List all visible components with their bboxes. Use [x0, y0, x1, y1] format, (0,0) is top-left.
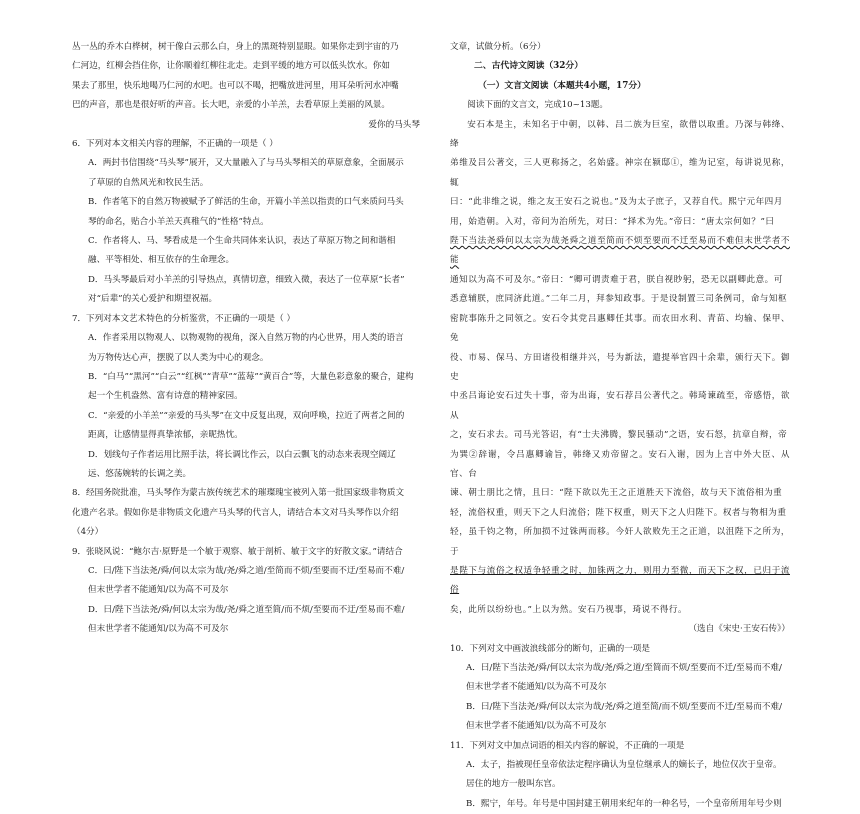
question-11-option-b: B．熙宁，年号。年号是中国封建王朝用来纪年的一种名号，一个皇帝所用年号少则	[466, 798, 782, 809]
question-8-line: 化遗产名录。假如你是非物质文化遗产马头琴的代言人，请结合本文对马头琴作以介绍	[72, 507, 399, 518]
question-10-option-a-cont: 但末世学者不能通知/以为高不可及尔	[466, 682, 607, 693]
classical-text-line: 曰：“此非维之说，维之友王安石之说也。”及为太子庶子，又荐自代。熙宁元年四月	[450, 197, 783, 208]
passage-line: 丛一丛的乔木白桦树，树干像白云那么白，身上的黑斑特别显眼。如果你走到宇宙的乃	[72, 42, 399, 52]
question-6-option-a-cont: 了草原的自然风光和牧民生活。	[88, 177, 209, 188]
question-9-option-c-cont: 但末世学者不能通知/以为高不可及尔	[88, 585, 229, 596]
question-7-option-b: B．“白马”“黑河”“白云”“红枫”“青草”“蓝莓”“黄百合”等，大量色彩意象的聚合，建构	[88, 371, 414, 382]
passage-line: 果去了那里，快乐地喝乃仁河的水吧。也可以不喝，把嘴放进河里，用耳朵听河水冲嘴	[72, 80, 399, 91]
classical-text-line-wavy: 陛下当法尧舜何以太宗为哉尧舜之道至简而不烦至要而不迁至易而不难但末世学者不能	[450, 236, 790, 266]
question-7-option-c-cont: 距离，让感情显得真挚浓郁，亲昵热忱。	[88, 430, 243, 441]
subsection-heading: （一）文言文阅读（本题共4小题，17分）	[478, 80, 646, 91]
classical-text-line: 矣，此所以纷纷也。”上以为然。安石乃视事，琦说不得行。	[450, 604, 688, 615]
classical-text-line: 为巽②辞谢，令吕惠卿谕旨，韩绛又劝帝留之。安石入谢，因为上言中外大臣、从官、台	[450, 449, 790, 479]
classical-text-line: 谏、朝士朋比之情，且曰：“陛下欲以先王之正道胜天下流俗，故与天下流俗相为重	[450, 488, 783, 499]
question-9-line: 9．张晓风说：“鲍尔吉·原野是一个敏于观察、敏于剖析、敏于文字的好散文家。”请结合	[72, 546, 403, 557]
question-6-option-b-cont: 琴的命名，贴合小羊羔天真稚气的“性格”特点。	[88, 216, 269, 227]
section-heading: 二、古代诗文阅读（32分）	[474, 61, 584, 72]
question-7-stem: 7．下列对本文艺术特色的分析鉴赏，不正确的一项是（ ）	[72, 313, 296, 324]
classical-text-line: 悉意辅朕，庶同济此道。”二年二月，拜参知政事。于是设制置三司条例司，命与知枢	[450, 294, 788, 305]
question-6-option-a: A．两封书信围绕“马头琴”展开，又大量融入了与马头琴相关的草原意象，全面展示	[88, 158, 404, 169]
reading-instruction: 阅读下面的文言文，完成10~13题。	[467, 100, 608, 111]
question-10-option-b-cont: 但末世学者不能通知/以为高不可及尔	[466, 721, 607, 732]
classical-text-line: 密院事陈升之同领之。安石令其党吕惠卿任其事。而农田水利、青苗、均输、保甲、免	[450, 313, 790, 344]
question-6-option-c-cont: 融、平等相处、相互依存的生命理念。	[88, 255, 235, 266]
question-7-option-d: D．划线句子作者运用比照手法，将长调比作云，以白云飘飞的动态来表现空阔辽	[88, 449, 396, 460]
passage-line: 巴的声音，那也是很好听的声音。长大吧，亲爱的小羊羔，去看草原上美丽的风景。	[72, 100, 390, 111]
question-7-option-b-cont: 起一个生机盎然、富有诗意的精神家园。	[88, 391, 243, 402]
classical-text-line-underlined: 是陛下与流俗之权适争轻重之时，加铢两之力，则用力至微，而天下之权，已归于流俗	[450, 565, 790, 596]
question-6-stem: 6．下列对本文相关内容的理解，不正确的一项是（ ）	[72, 139, 278, 150]
question-9-option-d: D．曰/陛下当法尧/舜/何以太宗为哉/尧/舜之道至简/而不烦/至要而不迂/至易而不难/	[88, 604, 405, 615]
carryover-line: 文章，试做分析。（6分）	[450, 42, 546, 52]
passage-signature: 爱你的马头琴	[368, 119, 420, 130]
classical-text-line: 用，始造朝。入对，帝问为治所先，对曰：“择术为先。”帝曰：“唐太宗何如？”曰	[450, 216, 775, 227]
classical-text-line: 役、市易、保马、方田诸役相继并兴，号为新法，遣提举官四十余辈，颁行天下。御史	[450, 352, 790, 382]
classical-text-line: 轻，虽千钧之物，所加损不过铢两而移。今奸人欲败先王之正道，以沮陛下之所为，于	[450, 527, 790, 557]
question-10-stem: 10．下列对文中画波浪线部分的断句，正确的一项是	[450, 643, 650, 654]
question-8-line: （4分）	[72, 527, 104, 538]
classical-text-line: 通知以为高不可及尔。”帝曰：“卿可谓责难于君，朕自视眇躬，恐无以副卿此意。可	[450, 274, 783, 285]
classical-text-line: 安石本是主，未知名于中朝，以韩、吕二族为巨室，欲借以取重。乃深与韩绛、绛	[450, 119, 790, 150]
classical-text-line: 弟维及吕公著交，三人更称扬之，名始盛。神宗在颍邸①，维为记室，每讲说见称，辄	[450, 158, 790, 188]
question-6-option-d: D．马头琴最后对小羊羔的引导热点，真情切意，细致入微，表达了一位草原“长者”	[88, 274, 405, 285]
left-column	[72, 38, 420, 640]
question-6-option-b: B．作者笔下的自然万物被赋予了鲜活的生命，开篇小羊羔以指责的口气来质问马头	[88, 197, 404, 208]
question-7-option-d-cont: 远、悠荡婉转的长调之美。	[88, 468, 192, 479]
question-8-line: 8．经国务院批准，马头琴作为蒙古族传统艺术的璀璨瑰宝被列入第一批国家级非物质文	[72, 488, 405, 499]
question-11-option-a: A．太子，指被现任皇帝依法定程序确认为皇位继承人的嫡长子，地位仅次于皇帝。	[466, 760, 782, 771]
classical-text-line: 中丞吕诲论安石过失十事，帝为出诲，安石荐吕公著代之。韩琦谏疏至，帝感悟，欲从	[450, 391, 790, 421]
question-10-option-b: B．曰/陛下当法尧/舜/何以太宗为哉/尧/舜之道至简/而不烦/至要而不迁/至易而不难/	[466, 701, 782, 712]
question-11-option-a-cont: 居住的地方一般叫东宫。	[466, 779, 561, 790]
question-9-option-c: C．曰/陛下当法尧/舜/何以太宗为哉/尧/舜之道/至简而不烦/至要而不迂/至易而不难/	[88, 565, 405, 576]
question-6-option-d-cont: 对“后辈”的关心爱护和期望祝福。	[88, 294, 218, 305]
question-6-option-c: C．作者将人、马、琴看成是一个生命共同体来认识，表达了草原万物之间和谐相	[88, 236, 396, 247]
passage-line: 仁河边，红柳会挡住你，让你顺着红柳往北走。走到平缓的地方可以低头饮水。你如	[72, 61, 390, 72]
classical-text-line: 轻，流俗权重，则天下之人归流俗；陛下权重，则天下之人归陛下。权者与物相为重	[450, 507, 787, 518]
question-7-option-c: C．“亲爱的小羊羔”“亲爱的马头琴”在文中反复出现，双向呼唤，拉近了两者之间的	[88, 410, 405, 421]
question-7-option-a: A．作者采用以物观人、以物观物的视角，深入自然万物的内心世界，用人类的语言	[88, 333, 404, 344]
text-source: （选自《宋史·王安石传》）	[688, 624, 790, 635]
question-9-option-d-cont: 但末世学者不能通知/以为高不可及尔	[88, 624, 229, 635]
question-7-option-a-cont: 为万物传达心声，摆脱了以人类为中心的观念。	[88, 352, 269, 363]
question-11-stem: 11．下列对文中加点词语的相关内容的解说，不正确的一项是	[450, 740, 685, 751]
right-column	[450, 38, 790, 814]
classical-text-line: 之，安石求去。司马光答诏，有“士夫沸腾，黎民骚动”之语，安石怒，抗章自辩，帝	[450, 430, 788, 441]
question-10-option-a: A．曰/陛下当法尧/舜/何以太宗为哉/尧/舜之道/至简而不烦/至要而不迁/至易而不难/	[466, 663, 782, 673]
